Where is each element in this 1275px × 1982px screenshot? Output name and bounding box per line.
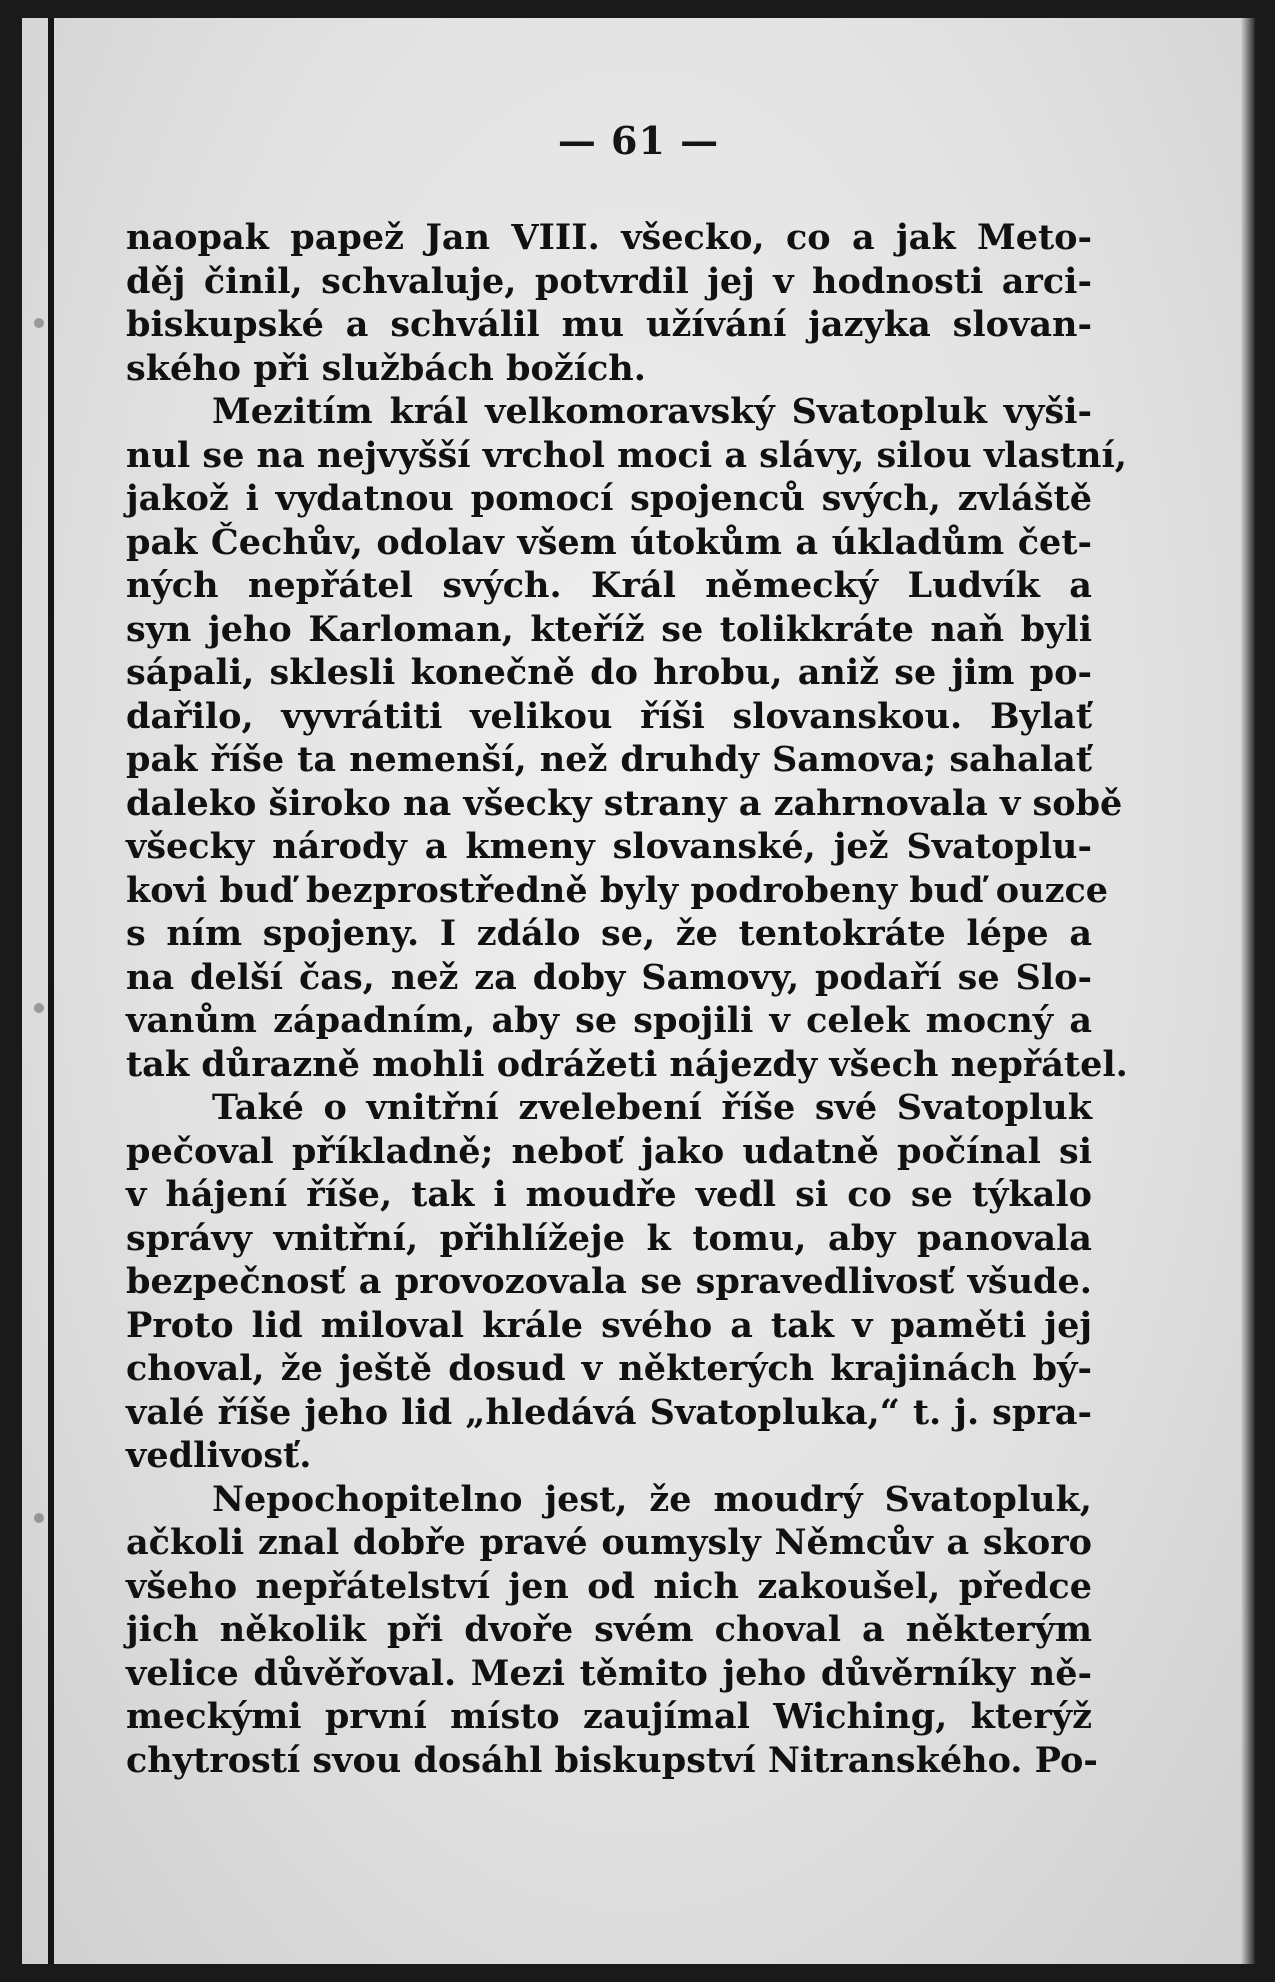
text-line: v hájení říše, tak i moudře vedl si co se týkalo bbox=[126, 1174, 1092, 1215]
text-line: pak říše ta nemenší, než druhdy Samova; sahalať bbox=[126, 739, 1092, 780]
text-line: všeho nepřátelství jen od nich zakoušel, předce bbox=[126, 1565, 1092, 1607]
book-page bbox=[22, 18, 1255, 1964]
page-spine-edge bbox=[48, 18, 54, 1964]
text-line: všecky národy a kmeny slovanské, jež Svatoplu- bbox=[126, 826, 1092, 867]
text-line: pak Čechův, odolav všem útokům a úkladům čet- bbox=[126, 521, 1092, 563]
text-line: bezpečnosť a provozovala se spravedlivosť všude. bbox=[126, 1261, 1092, 1302]
text-line: ačkoli znal dobře pravé oumysly Němcův a skoro bbox=[126, 1522, 1092, 1563]
text-line: valé říše jeho lid „hledává Svatopluka,“ t. j. spra- bbox=[126, 1391, 1092, 1433]
print-speck bbox=[34, 318, 44, 328]
text-line: na delší čas, než za doby Samovy, podaří se Slo- bbox=[126, 956, 1092, 998]
text-line: Mezitím král velkomoravský Svatopluk vyši- bbox=[212, 391, 1092, 432]
text-line: jich několik při dvoře svém choval a některým bbox=[126, 1609, 1092, 1650]
text-line: vedlivosť. bbox=[126, 1435, 312, 1476]
text-line: vanům západním, aby se spojili v celek mocný a bbox=[126, 1000, 1092, 1041]
page-right-edge bbox=[1241, 18, 1255, 1964]
text-line: Proto lid miloval krále svého a tak v paměti jej bbox=[126, 1304, 1092, 1346]
text-line: kovi buď bezprostředně byly podrobeny buď ouzce bbox=[126, 869, 1109, 911]
page-number: — 61 — bbox=[557, 118, 720, 163]
body-text bbox=[126, 216, 1128, 1782]
text-line: dařilo, vyvrátiti velikou říši slovanskou. Bylať bbox=[126, 695, 1092, 737]
text-line: tak důrazně mohli odrážeti nájezdy všech nepřátel. bbox=[126, 1043, 1128, 1085]
text-line: meckými první místo zaujímal Wiching, kterýž bbox=[126, 1696, 1092, 1737]
text-line: sápali, sklesli konečně do hrobu, aniž se jim po- bbox=[126, 652, 1092, 693]
text-line: ných nepřátel svých. Král německý Ludvík a bbox=[126, 565, 1092, 606]
print-speck bbox=[34, 1513, 44, 1523]
text-line: pečoval příkladně; neboť jako udatně počínal si bbox=[126, 1130, 1092, 1172]
text-line: správy vnitřní, přihlížeje k tomu, aby panovala bbox=[126, 1217, 1092, 1259]
text-line: s ním spojeny. I zdálo se, že tentokráte lépe a bbox=[126, 913, 1092, 954]
text-line: Také o vnitřní zvelebení říše své Svatopluk bbox=[212, 1087, 1092, 1128]
text-line: Nepochopitelno jest, že moudrý Svatopluk, bbox=[212, 1478, 1092, 1520]
text-line: chytrostí svou dosáhl biskupství Nitranského. Po- bbox=[126, 1739, 1098, 1781]
text-line: nul se na nejvyšší vrchol moci a slávy, silou vlastní, bbox=[126, 434, 1127, 476]
text-line: velice důvěřoval. Mezi těmito jeho důvěrníky ně- bbox=[126, 1652, 1092, 1694]
text-line: syn jeho Karloman, kteříž se tolikkráte naň byli bbox=[126, 608, 1092, 650]
text-line: biskupské a schválil mu užívání jazyka slovan- bbox=[126, 304, 1092, 345]
text-line: ského při službách božích. bbox=[126, 347, 646, 389]
print-speck bbox=[34, 1003, 44, 1013]
text-line: jakož i vydatnou pomocí spojenců svých, zvláště bbox=[126, 478, 1092, 519]
text-line: děj činil, schvaluje, potvrdil jej v hodnosti arci- bbox=[126, 260, 1092, 302]
text-line: naopak papež Jan VIII. všecko, co a jak Meto- bbox=[126, 217, 1092, 258]
text-line: daleko široko na všecky strany a zahrnovala v sobě bbox=[126, 782, 1123, 824]
text-line: choval, že ještě dosud v některých krajinách bý- bbox=[126, 1348, 1092, 1389]
